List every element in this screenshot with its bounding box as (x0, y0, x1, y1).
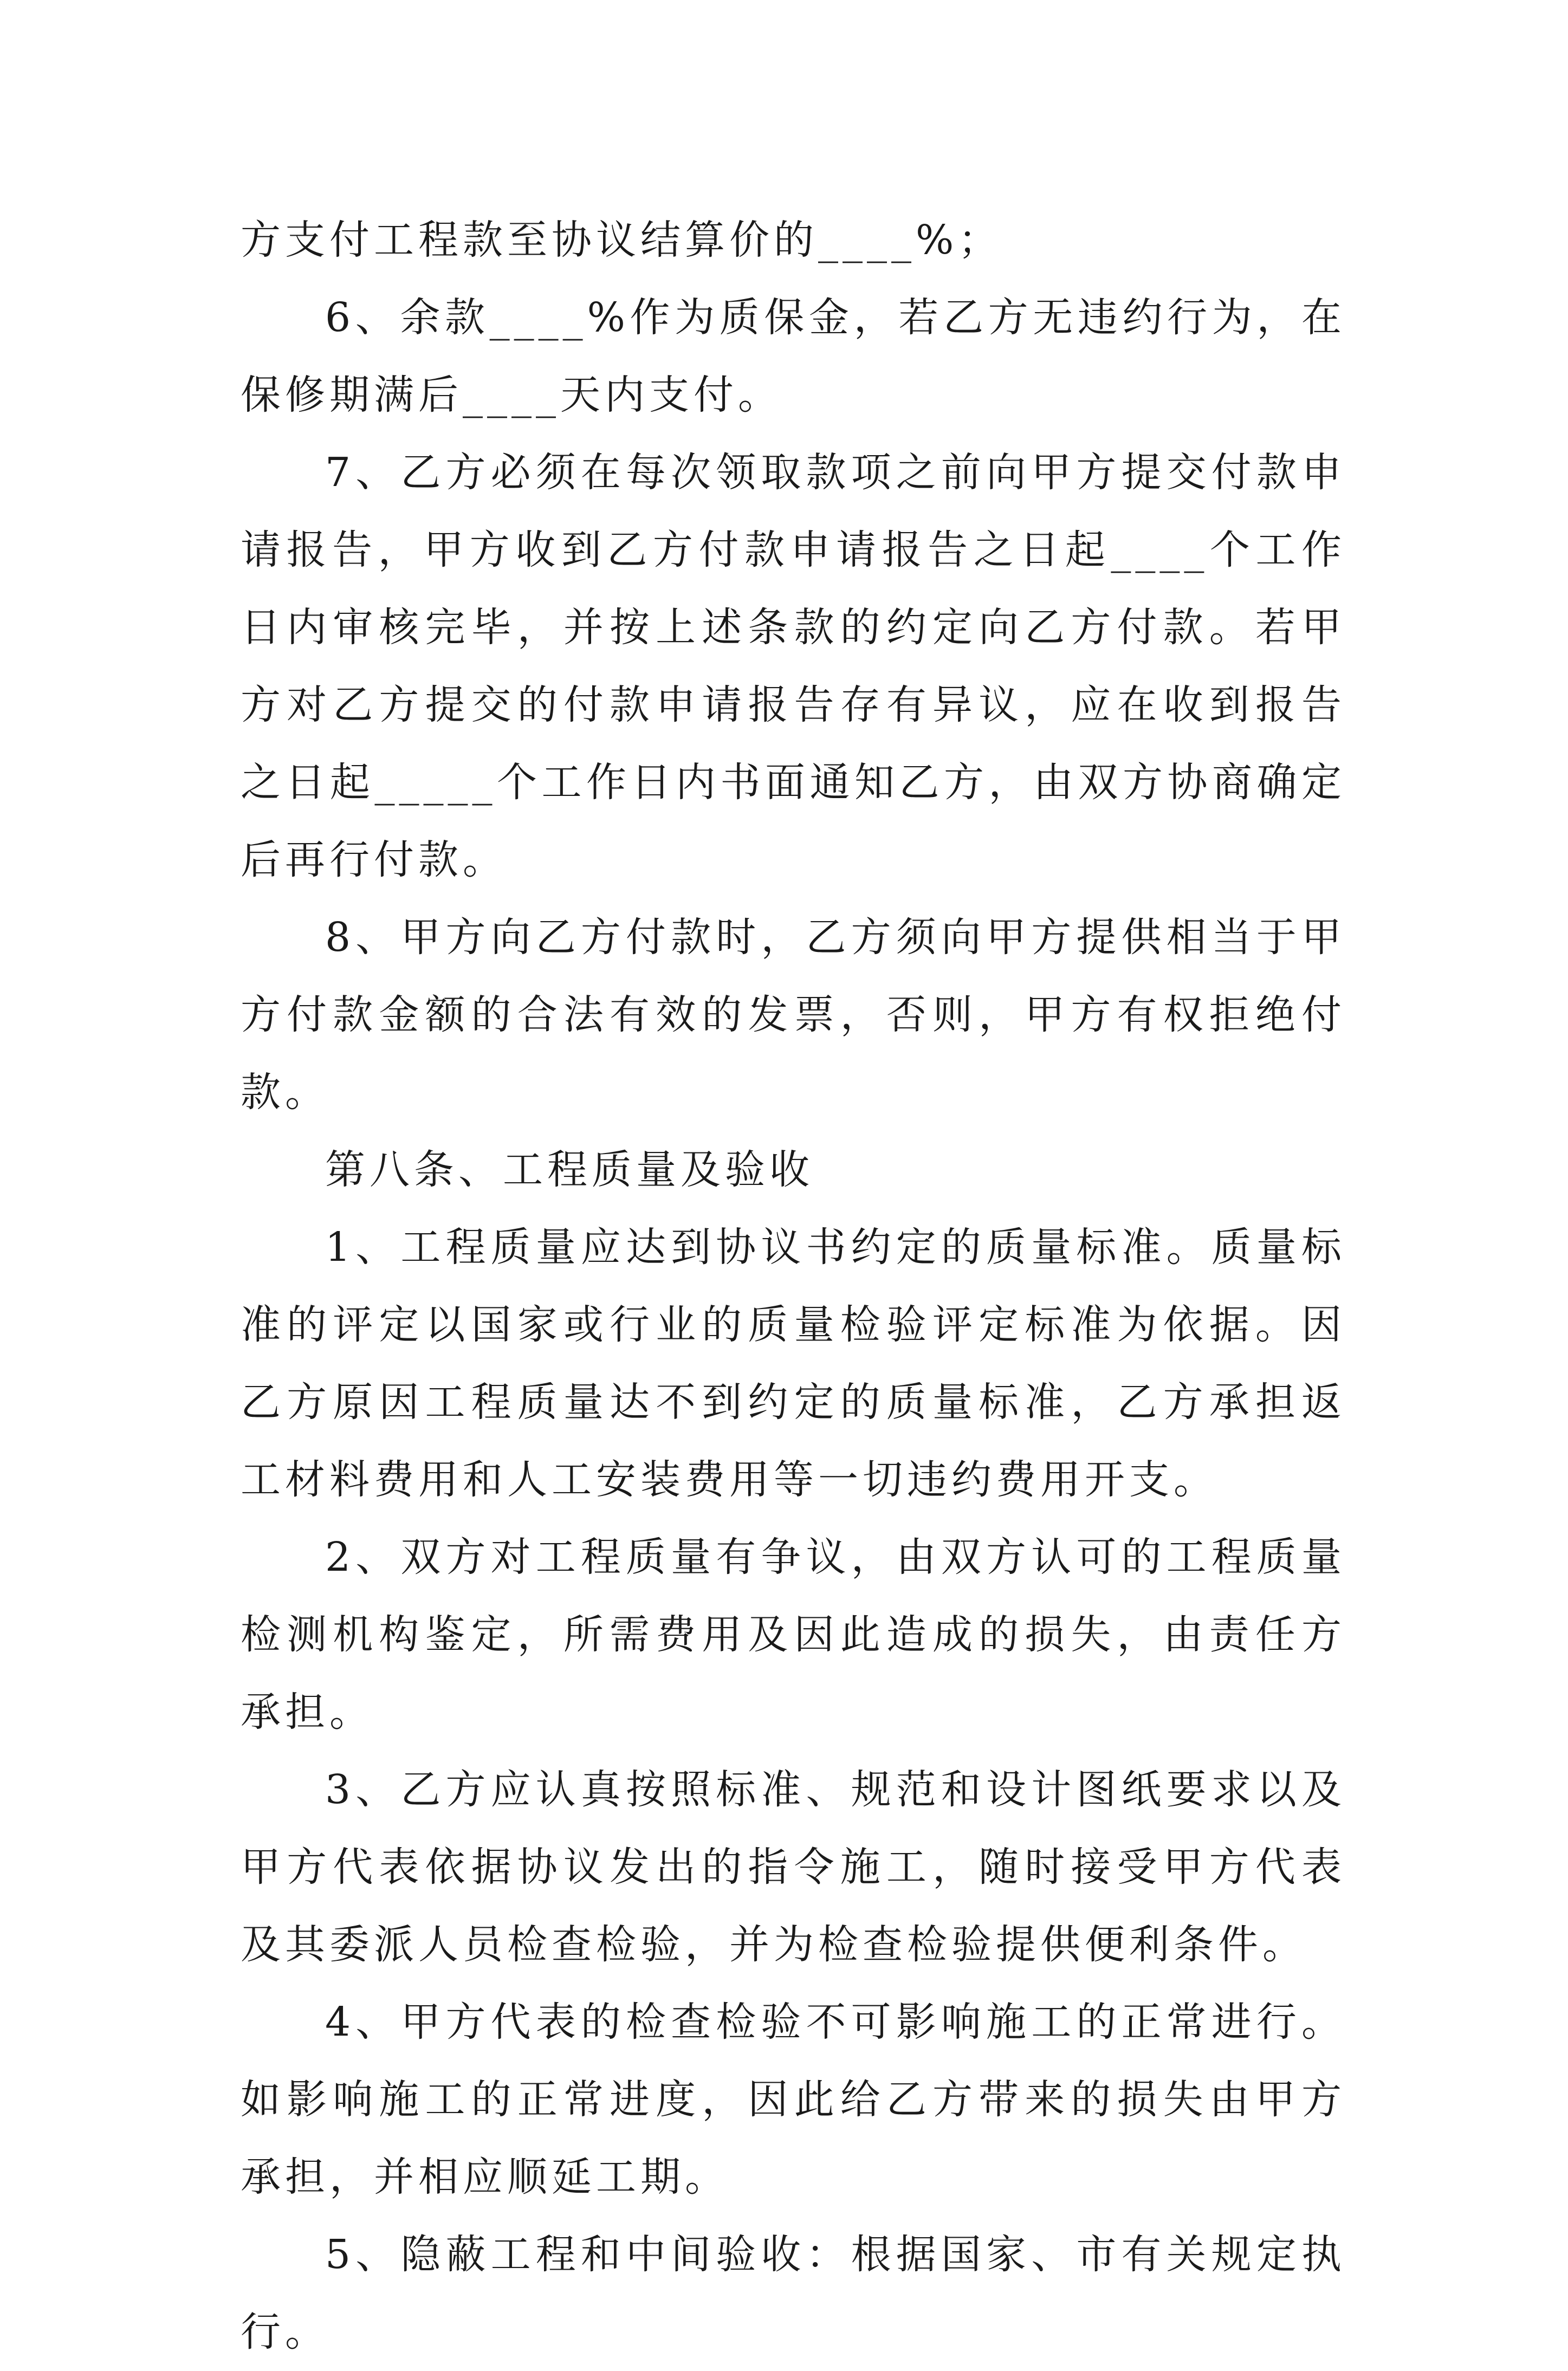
paragraph-quality-clause-1: 1、工程质量应达到协议书约定的质量标准。质量标准的评定以国家或行业的质量检验评定标准为依据。因乙方原因工程质量达不到约定的质量标准，乙方承担返工材料费用和人工安装费用等一切违约费用开支。 (241, 1224, 1346, 1503)
paragraph-quality-clause-2: 2、双方对工程质量有争议，由双方认可的工程质量检测机构鉴定，所需费用及因此造成的损失，由责任方承担。 (241, 1534, 1346, 1735)
paragraph-clause-7-payment-application: 7、乙方必须在每次领取款项之前向甲方提交付款申请报告，甲方收到乙方付款申请报告之日起____个工作日内审核完毕，并按上述条款的约定向乙方付款。若甲方对乙方提交的付款申请报告存有异议，应在收到报告之日起_____个工作日内书面通知乙方，由双方协商确定后再行付款。 (241, 449, 1346, 883)
paragraph-clause-6-retention: 6、余款____%作为质保金，若乙方无违约行为，在保修期满后____天内支付。 (241, 294, 1346, 418)
paragraph-payment-ratio: 方支付工程款至协议结算价的____%； (241, 217, 1003, 263)
paragraph-clause-8-invoice: 8、甲方向乙方付款时，乙方须向甲方提供相当于甲方付款金额的合法有效的发票，否则，甲方有权拒绝付款。 (241, 914, 1346, 1116)
paragraph-quality-clause-3: 3、乙方应认真按照标准、规范和设计图纸要求以及甲方代表依据协议发出的指令施工，随时接受甲方代表及其委派人员检查检验，并为检查检验提供便利条件。 (241, 1766, 1346, 1968)
document-body (241, 202, 1346, 2371)
paragraph-quality-clause-4: 4、甲方代表的检查检验不可影响施工的正常进行。如影响施工的正常进度，因此给乙方带来的损失由甲方承担，并相应顺延工期。 (241, 1999, 1346, 2200)
section-heading-article-8: 第八条、工程质量及验收 (325, 1146, 814, 1193)
paragraph-quality-clause-5: 5、隐蔽工程和中间验收：根据国家、市有关规定执行。 (241, 2231, 1346, 2355)
